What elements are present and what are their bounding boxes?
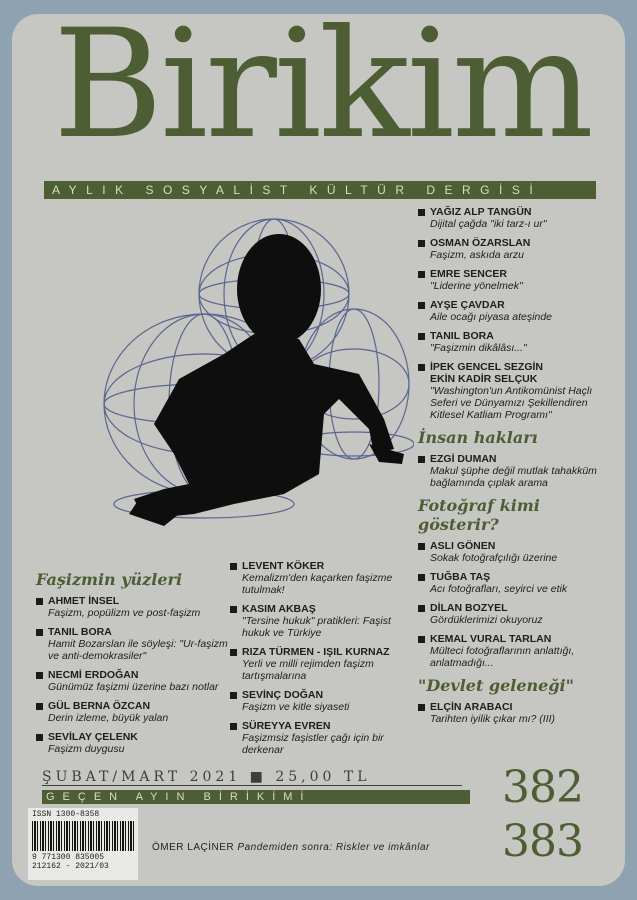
article-entry: [418, 571, 618, 595]
bullet-square-icon: [36, 734, 43, 741]
left-column-contents: [36, 564, 236, 762]
article-title: Faşizmsiz faşistler çağı için bir derkenar: [242, 732, 384, 756]
article-author: SÜREYYA EVREN: [242, 720, 331, 732]
article-author: ELÇİN ARABACI: [430, 701, 513, 713]
article-entry: [36, 731, 236, 755]
section-heading-fasizm: Faşizmin yüzleri: [36, 570, 183, 589]
article-author: NECMİ ERDOĞAN: [48, 669, 139, 681]
issue-number-2: 383: [502, 816, 583, 867]
article-title: Hamit Bozarslan ile söyleşi: "Ur-faşizm ve anti-demokrasiler": [48, 638, 228, 662]
article-title: Faşizm, askıda arzu: [430, 249, 524, 261]
article-entry: [230, 603, 420, 639]
article-author: SEVİNÇ DOĞAN: [242, 689, 324, 701]
bullet-square-icon: [418, 333, 425, 340]
article-entry: [418, 361, 618, 421]
bullet-square-icon: [418, 456, 425, 463]
right-column-contents: [418, 206, 618, 732]
article-author: AHMET İNSEL: [48, 595, 120, 607]
article-entry: [418, 453, 618, 489]
bottom-title: Pandemiden sonra: Riskler ve imkânlar: [237, 842, 430, 853]
article-title: Acı fotoğrafları, seyirci ve etik: [430, 583, 568, 595]
article-author: EZGİ DUMAN: [430, 453, 497, 465]
bullet-square-icon: [418, 271, 425, 278]
article-author: GÜL BERNA ÖZCAN: [48, 700, 151, 712]
article-title: Dijital çağda "iki tarz-ı ur": [430, 218, 547, 230]
article-author: EMRE SENCER: [430, 268, 508, 280]
article-entry: [418, 268, 618, 292]
masthead-title: Birikim: [53, 14, 591, 172]
bullet-square-icon: [36, 703, 43, 710]
article-entry: [230, 689, 420, 713]
article-title: Yerli ve milli rejimden faşizm tartışmalarına: [242, 658, 374, 682]
masthead-tagline: AYLIK SOSYALİST KÜLTÜR DERGİSİ: [44, 181, 596, 199]
article-title: "Liderine yönelmek": [430, 280, 523, 292]
article-entry: [418, 701, 618, 725]
bullet-square-icon: [36, 598, 43, 605]
article-title: "Washington'un Antikomünist Haçlı Seferi ve Dünyamızı Şekillendiren Kitlesel Katliam Programı": [430, 385, 593, 421]
barcode-box: [28, 808, 138, 880]
article-title: Faşizm duygusu: [48, 743, 125, 755]
article-author: TANIL BORA: [48, 626, 112, 638]
article-title: "Tersine hukuk" pratikleri: Faşist hukuk ve Türkiye: [242, 615, 391, 639]
article-author: İPEK GENCEL SEZGİN EKİN KADİR SELÇUK: [430, 361, 543, 385]
article-title: Makul şüphe değil mutlak tahakküm bağlamında çıplak arama: [430, 465, 597, 489]
barcode-icon: [32, 821, 134, 851]
article-entry: [418, 237, 618, 261]
section-heading-devlet: "Devlet geleneği": [418, 676, 574, 695]
bullet-square-icon: [418, 302, 425, 309]
article-title: "Faşizmin dikâlâsı...": [430, 342, 527, 354]
barcode-digits: 9 771300 835005: [32, 853, 105, 862]
issue-date-price: ŞUBAT/MART 2021 ■ 25,00 TL: [42, 769, 462, 786]
article-author: YAĞIZ ALP TANGÜN: [430, 206, 532, 218]
bullet-square-icon: [230, 606, 237, 613]
article-author: TANIL BORA: [430, 330, 494, 342]
bullet-square-icon: [230, 649, 237, 656]
article-entry: [418, 602, 618, 626]
bullet-square-icon: [36, 672, 43, 679]
article-entry: [36, 626, 236, 662]
article-author: OSMAN ÖZARSLAN: [430, 237, 531, 249]
article-author: ASLI GÖNEN: [430, 540, 496, 552]
bullet-square-icon: [230, 563, 237, 570]
bullet-square-icon: [230, 692, 237, 699]
article-title: Kemalizm'den kaçarken faşizme tutulmak!: [242, 572, 393, 596]
issue-number-1: 382: [502, 762, 583, 813]
magazine-cover: [12, 14, 625, 886]
article-author: KEMAL VURAL TARLAN: [430, 633, 552, 645]
bullet-square-icon: [418, 364, 425, 371]
article-entry: [418, 206, 618, 230]
article-entry: [230, 560, 420, 596]
gecen-ayin-birikimi: GEÇEN AYIN BİRİKİMİ: [42, 790, 470, 804]
bottom-article: [152, 842, 430, 853]
article-title: Mülteci fotoğraflarının anlattığı, anlatmadığı...: [430, 645, 575, 669]
article-entry: [36, 669, 236, 693]
bullet-square-icon: [418, 209, 425, 216]
article-title: Derin izleme, büyük yalan: [48, 712, 169, 724]
article-title: Faşizm, popülizm ve post-faşizm: [48, 607, 201, 619]
article-title: Tarihten iyilik çıkar mı? (III): [430, 713, 556, 725]
article-author: DİLAN BOZYEL: [430, 602, 508, 614]
article-author: LEVENT KÖKER: [242, 560, 325, 572]
article-entry: [230, 720, 420, 756]
section-heading-foto: Fotoğraf kimi gösterir?: [418, 496, 540, 534]
article-entry: [36, 700, 236, 724]
article-title: Sokak fotoğrafçılığı üzerine: [430, 552, 558, 564]
article-entry: [418, 633, 618, 669]
barcode-code: 212162 - 2021/03: [32, 862, 109, 871]
bullet-square-icon: [36, 629, 43, 636]
bullet-square-icon: [418, 240, 425, 247]
article-entry: [230, 646, 420, 682]
article-title: Gördüklerimizi okuyoruz: [430, 614, 543, 626]
middle-column-contents: [230, 560, 420, 763]
cover-illustration: [84, 214, 414, 544]
bottom-author: ÖMER LAÇİNER: [152, 842, 235, 853]
article-author: TUĞBA TAŞ: [430, 571, 491, 583]
article-entry: [36, 595, 236, 619]
article-author: KASIM AKBAŞ: [242, 603, 316, 615]
bullet-square-icon: [418, 543, 425, 550]
article-author: RIZA TÜRMEN - IŞIL KURNAZ: [242, 646, 390, 658]
article-entry: [418, 299, 618, 323]
article-entry: [418, 540, 618, 564]
section-heading-insan: İnsan hakları: [418, 428, 538, 447]
issn-label: ISSN 1300-8358: [32, 810, 100, 819]
article-title: Aile ocağı piyasa ateşinde: [430, 311, 552, 323]
article-entry: [418, 330, 618, 354]
article-author: SEVİLAY ÇELENK: [48, 731, 138, 743]
article-author: AYŞE ÇAVDAR: [430, 299, 505, 311]
article-title: Faşizm ve kitle siyaseti: [242, 701, 350, 713]
bullet-square-icon: [230, 723, 237, 730]
article-title: Günümüz faşizmi üzerine bazı notlar: [48, 681, 219, 693]
